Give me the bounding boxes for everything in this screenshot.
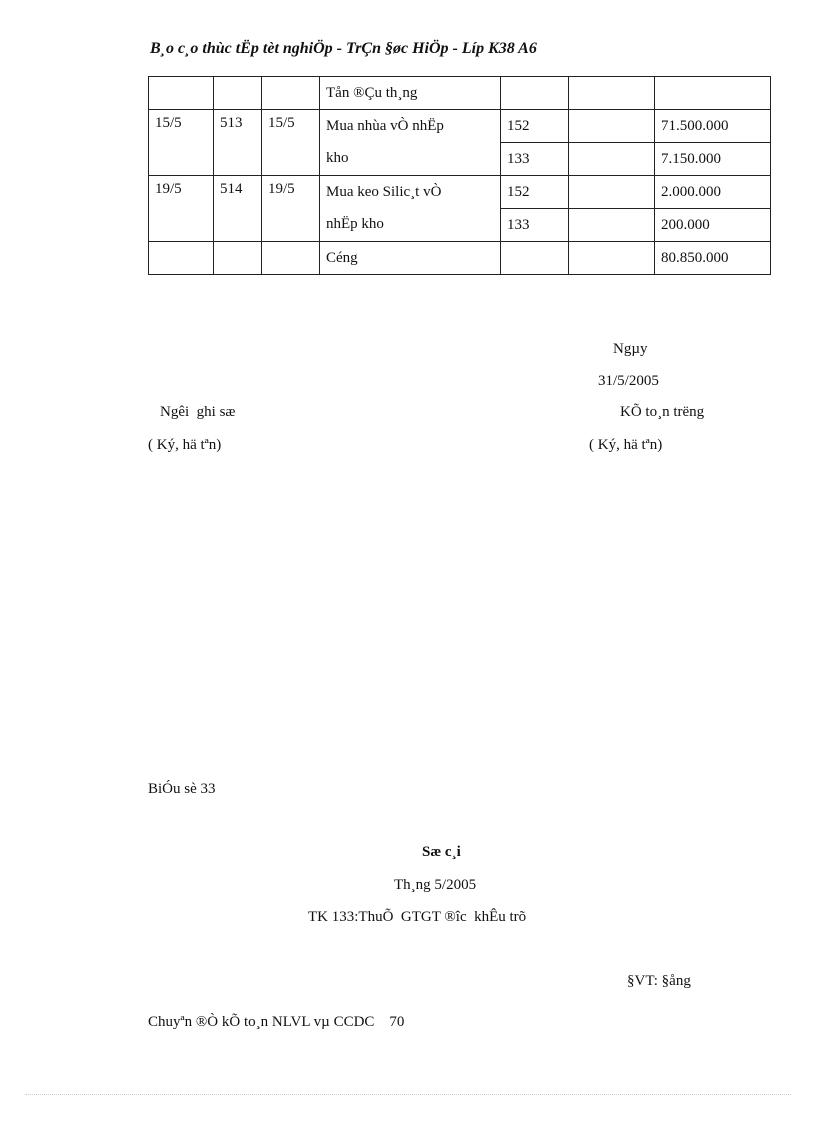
date-label: Ngµy xyxy=(613,341,648,357)
recorder-signature-note: ( Ký, hä tªn) xyxy=(148,437,222,453)
table-cell xyxy=(214,242,262,275)
table-cell xyxy=(149,242,214,275)
form-number: BiÓu sè 33 xyxy=(148,781,216,797)
footer-divider xyxy=(25,1094,791,1095)
table-row xyxy=(149,110,771,143)
date-value: 31/5/2005 xyxy=(598,373,659,389)
accountant-signature-note: ( Ký, hä tªn) xyxy=(589,437,663,453)
table-cell xyxy=(149,77,214,110)
table-cell xyxy=(262,77,320,110)
table-cell: 2.000.000 xyxy=(655,176,771,209)
table-cell xyxy=(262,242,320,275)
table-cell: 71.500.000 xyxy=(655,110,771,143)
ledger-title: Sæ c¸i xyxy=(422,844,461,860)
table-cell xyxy=(569,143,655,176)
accountant-label: KÕ to¸n trëng xyxy=(620,404,705,420)
table-cell xyxy=(501,242,569,275)
table-cell: 152 xyxy=(501,110,569,143)
account-title: TK 133:ThuÕ GTGT ®îc khÊu trõ xyxy=(308,909,527,925)
ledger-table xyxy=(148,76,771,275)
table-cell: Mua nhùa vÒ nhËp xyxy=(320,110,501,143)
table-cell: 514 xyxy=(214,176,262,242)
table-cell: Céng xyxy=(320,242,501,275)
table-cell: nhËp kho xyxy=(320,209,501,242)
table-cell: Mua keo Silic¸t vÒ xyxy=(320,176,501,209)
table-cell: 152 xyxy=(501,176,569,209)
table-cell: 15/5 xyxy=(262,110,320,176)
table-cell: kho xyxy=(320,143,501,176)
table-cell: 133 xyxy=(501,209,569,242)
page-footer: Chuyªn ®Ò kÕ to¸n NLVL vµ CCDC 70 xyxy=(148,1014,405,1030)
table-cell xyxy=(214,77,262,110)
table-row xyxy=(149,176,771,209)
document-header: B¸o c¸o thùc tËp tèt nghiÖp - TrÇn §øc HiÖp - Líp K38 A6 xyxy=(150,40,537,57)
table-cell xyxy=(501,77,569,110)
table-cell: 200.000 xyxy=(655,209,771,242)
table-cell xyxy=(655,77,771,110)
table-cell: 133 xyxy=(501,143,569,176)
table-cell: 19/5 xyxy=(262,176,320,242)
table-cell xyxy=(569,209,655,242)
table-cell: 19/5 xyxy=(149,176,214,242)
table-cell: 15/5 xyxy=(149,110,214,176)
recorder-label: Ngêi ghi sæ xyxy=(160,404,236,420)
currency-unit: §VT: §ång xyxy=(627,973,691,989)
table-cell xyxy=(569,77,655,110)
ledger-month: Th¸ng 5/2005 xyxy=(394,877,477,893)
table-cell xyxy=(569,242,655,275)
table-cell: 513 xyxy=(214,110,262,176)
table-cell xyxy=(569,110,655,143)
table-cell: 7.150.000 xyxy=(655,143,771,176)
table-cell: 80.850.000 xyxy=(655,242,771,275)
table-row xyxy=(149,77,771,110)
table-cell: Tån ®Çu th¸ng xyxy=(320,77,501,110)
table-cell xyxy=(569,176,655,209)
table-row xyxy=(149,242,771,275)
